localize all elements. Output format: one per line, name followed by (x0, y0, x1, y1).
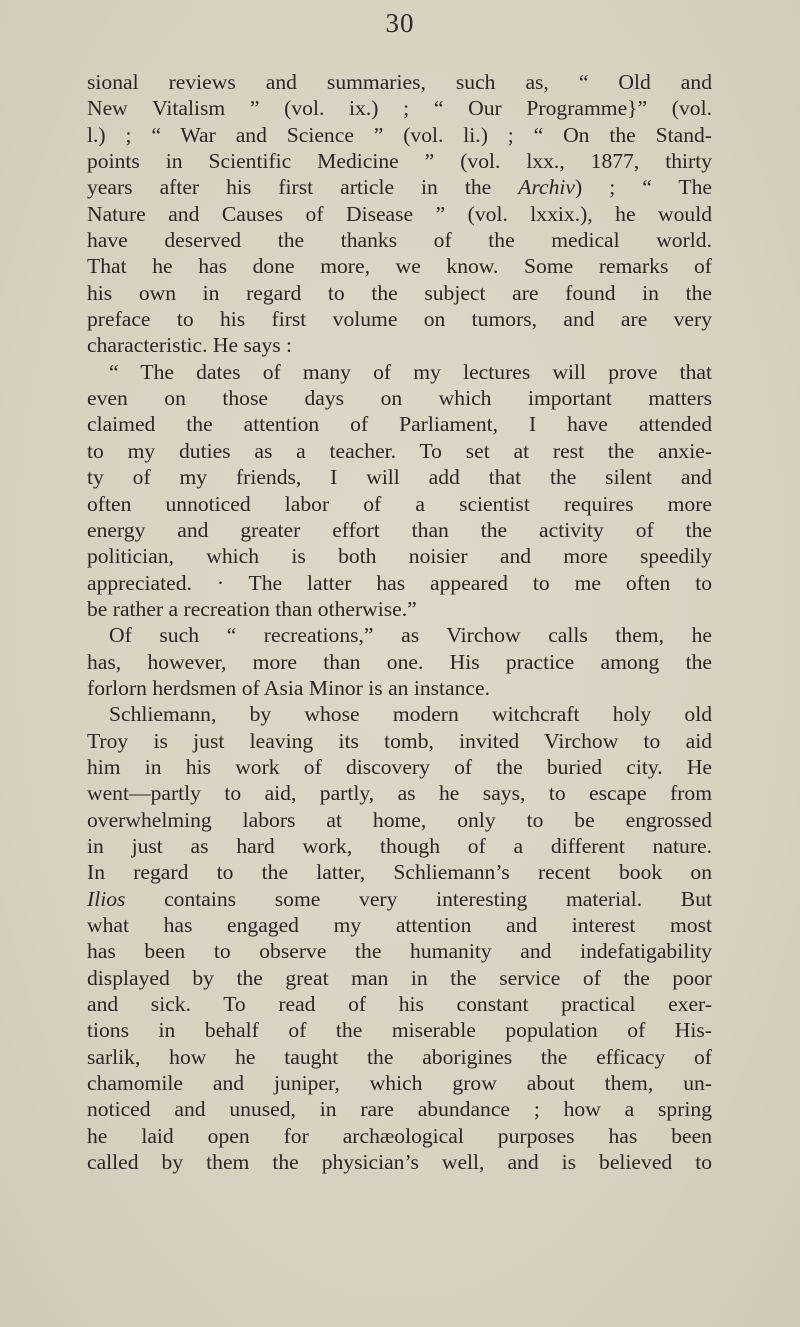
line-segment: contains some very interesting material. But (125, 886, 712, 911)
text-line: to my duties as a teacher. To set at rest the anxie- (87, 438, 712, 463)
text-line: That he has done more, we know. Some remarks of (87, 254, 712, 279)
text-line: Nature and Causes of Disease ” (vol. lxxix.), he would (87, 201, 712, 226)
line-segment: ) ; “ The (575, 175, 712, 200)
text-line: even on those days on which important matters (87, 386, 712, 411)
text-line: preface to his first volume on tumors, and are very (87, 307, 712, 332)
text-line: noticed and unused, in rare abundance ; how a spring (87, 1097, 712, 1122)
text-line: sarlik, how he taught the aborigines the efficacy of (87, 1044, 712, 1069)
text-line: him in his work of discovery of the buried city. He (87, 754, 712, 779)
text-line: his own in regard to the subject are found in the (87, 280, 712, 305)
text-line: “ The dates of many of my lectures will prove that (109, 359, 712, 384)
text-line: and sick. To read of his constant practical exer- (87, 992, 712, 1017)
text-line: Of such “ recreations,” as Virchow calls them, he (109, 623, 712, 648)
text-line: tions in behalf of the miserable population of His- (87, 1018, 712, 1043)
text-line: called by them the physician’s well, and is believed to (87, 1150, 712, 1175)
text-line: has been to observe the humanity and indefatigability (87, 939, 712, 964)
text-line: displayed by the great man in the service of the poor (87, 965, 712, 990)
text-line: Troy is just leaving its tomb, invited Virchow to aid (87, 728, 712, 753)
line-segment: In regard to the latter, Schliemann’s recent book on (87, 860, 712, 885)
text-line: he laid open for archæological purposes has been (87, 1123, 712, 1148)
text-line: have deserved the thanks of the medical world. (87, 228, 712, 253)
text-line: New Vitalism ” (vol. ix.) ; “ Our Programme}” (vol. (87, 96, 712, 121)
text-line: often unnoticed labor of a scientist requires more (87, 491, 712, 516)
text-line: overwhelming labors at home, only to be engrossed (87, 807, 712, 832)
text-line: ty of my friends, I will add that the silent and (87, 465, 712, 490)
text-line: appreciated. · The latter has appeared to me often to (87, 570, 712, 595)
text-line: forlorn herdsmen of Asia Minor is an instance. (87, 675, 490, 700)
text-line: chamomile and juniper, which grow about them, un- (87, 1071, 712, 1096)
text-line: Schliemann, by whose modern witchcraft holy old (109, 702, 712, 727)
italic-title: Ilios (87, 886, 126, 911)
text-line (87, 859, 712, 885)
italic-title: Archiv (518, 175, 576, 200)
body-text (87, 69, 712, 1175)
text-line: l.) ; “ War and Science ” (vol. li.) ; “ On the Stand- (87, 122, 712, 147)
text-line: claimed the attention of Parliament, I have attended (87, 412, 712, 437)
text-line: energy and greater effort than the activity of the (87, 517, 712, 542)
text-line: went—partly to aid, partly, as he says, to escape from (87, 781, 712, 806)
text-line: what has engaged my attention and interest most (87, 913, 712, 937)
text-line (87, 174, 712, 200)
text-line: politician, which is both noisier and more speedily (87, 544, 712, 569)
page-number: 30 (385, 8, 415, 38)
text-line: characteristic. He says : (87, 333, 293, 358)
text-line: points in Scientific Medicine ” (vol. lxx., 1877, thirty (87, 149, 712, 174)
text-line: in just as hard work, though of a different nature. (87, 833, 712, 858)
text-line (87, 886, 712, 912)
line-segment: years after his first article in the (87, 175, 519, 200)
text-line: has, however, more than one. His practice among the (87, 649, 712, 674)
text-line: be rather a recreation than otherwise.” (87, 596, 417, 621)
text-line: sional reviews and summaries, such as, “ Old and (87, 70, 712, 94)
